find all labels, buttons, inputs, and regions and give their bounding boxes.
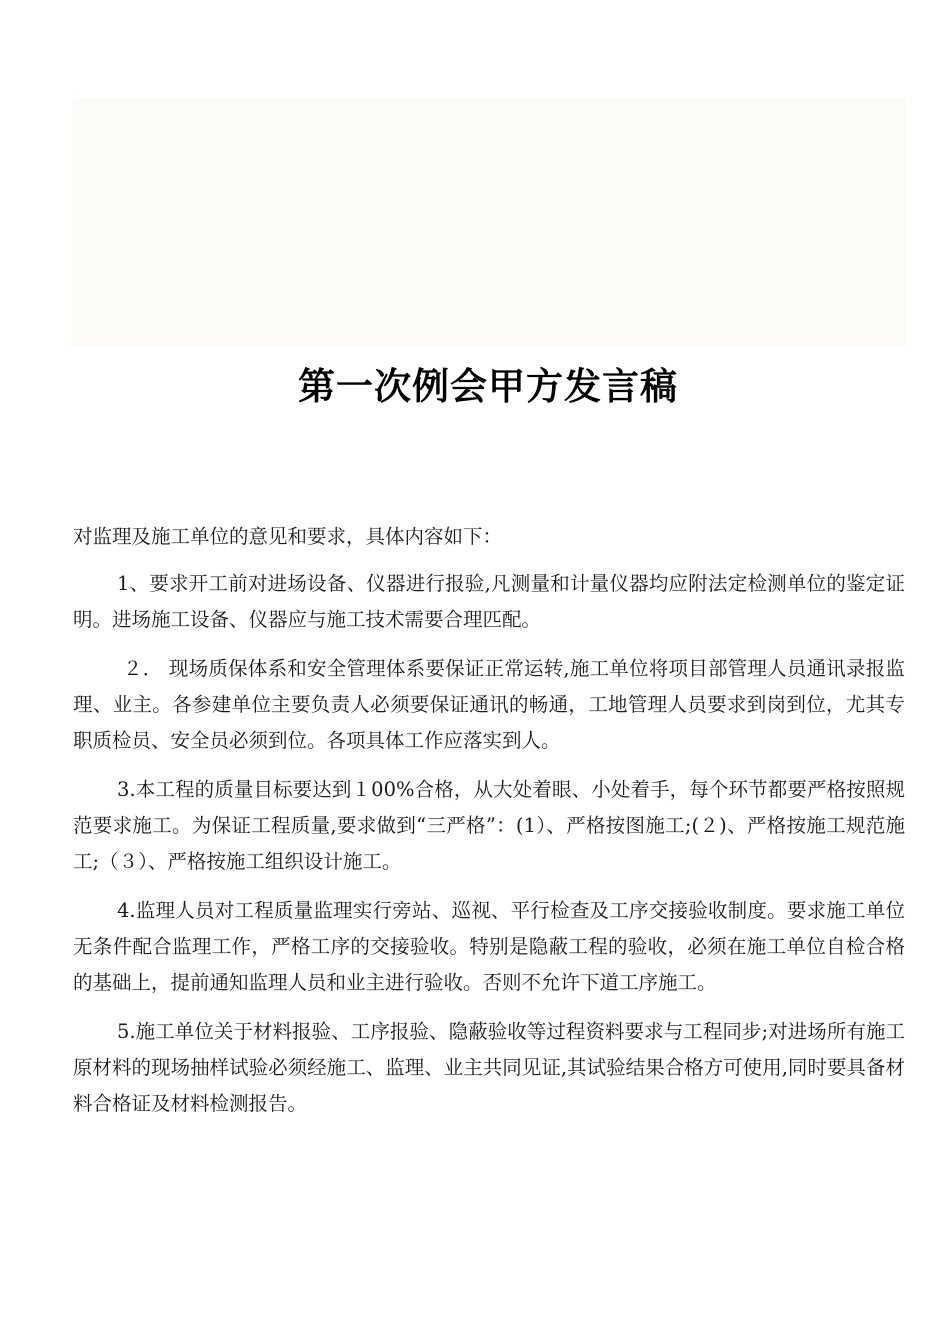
document-body	[73, 520, 905, 1135]
paragraph-3: 3.本工程的质量目标要达到１00%合格，从大处着眼、小处着手，每个环节都要严格按照规范要求施工。为保证工程质量,要求做到“三严格”：(1）、严格按图施工;(２)、严格按施工规范施工;（３）、严格按施工组织设计施工。	[73, 778, 905, 873]
paragraph-5: 5.施工单位关于材料报验、工序报验、隐蔽验收等过程资料要求与工程同步;对进场所有施工原材料的现场抽样试验必须经施工、监理、业主共同见证,其试验结果合格方可使用,同时要具备材料合格证及材料检测报告。	[73, 1020, 905, 1115]
intro-paragraph: 对监理及施工单位的意见和要求，具体内容如下：	[73, 525, 503, 548]
header-band	[72, 98, 906, 346]
paragraph-1: 1、要求开工前对进场设备、仪器进行报验,凡测量和计量仪器均应附法定检测单位的鉴定证明。进场施工设备、仪器应与施工技术需要合理匹配。	[73, 572, 905, 631]
paragraph-4: 4.监理人员对工程质量监理实行旁站、巡视、平行检查及工序交接验收制度。要求施工单位无条件配合监理工作，严格工序的交接验收。特别是隐蔽工程的验收，必须在施工单位自检合格的基础上，提前通知监理人员和业主进行验收。否则不允许下道工序施工。	[73, 899, 905, 994]
document-title: 第一次例会甲方发言稿	[298, 365, 678, 408]
paragraph-2: ２． 现场质保体系和安全管理体系要保证正常运转,施工单位将项目部管理人员通讯录报监理、业主。各参建单位主要负责人必须要保证通讯的畅通，工地管理人员要求到岗到位，尤其专职质检员、安全员必须到位。各项具体工作应落实到人。	[73, 657, 905, 752]
